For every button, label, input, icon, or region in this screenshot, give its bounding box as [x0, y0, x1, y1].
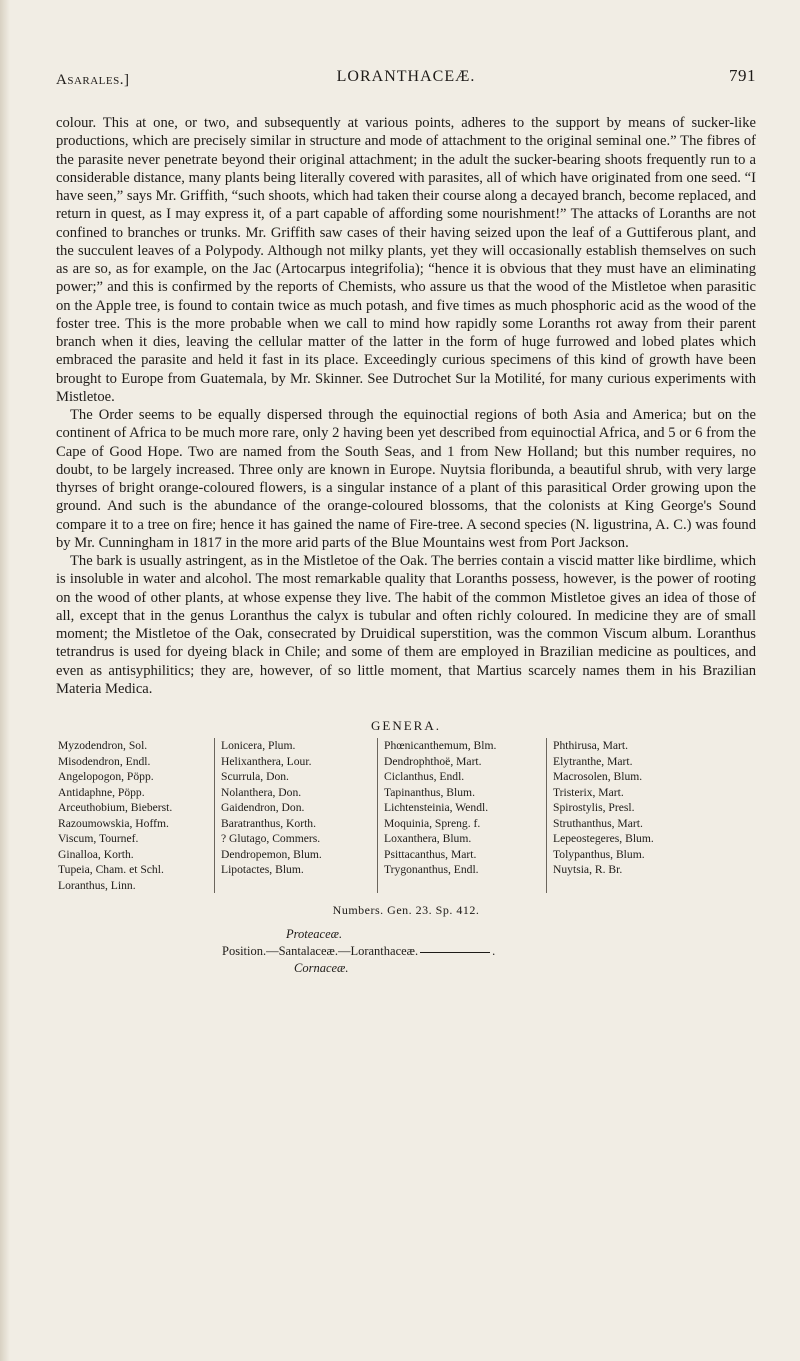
numbers-line: Numbers. Gen. 23. Sp. 412.	[332, 903, 480, 917]
genus-entry: Misodendron, Endl.	[58, 754, 151, 768]
genus-entry: Myzodendron, Sol.	[58, 739, 148, 752]
genus-entry: Macrosolen, Blum.	[553, 770, 643, 783]
genus-entry: Struthanthus, Mart.	[553, 816, 643, 830]
genus-entry: Nolanthera, Don.	[221, 785, 302, 799]
genus-entry: Ginalloa, Korth.	[58, 847, 134, 861]
genus-entry: Phœnicanthemum, Blm.	[384, 739, 497, 752]
genus-entry: Loxanthera, Blum.	[384, 832, 472, 845]
genus-entry: Tupeia, Cham. et Schl.	[58, 863, 164, 876]
genera-heading: GENERA.	[371, 718, 441, 733]
genus-entry: Antidaphne, Pöpp.	[58, 785, 145, 799]
genus-entry: Gaidendron, Don.	[221, 801, 305, 814]
genus-entry: Nuytsia, R. Br.	[553, 863, 623, 876]
genus-entry: Dendropemon, Blum.	[221, 847, 322, 861]
genus-entry: Trygonanthus, Endl.	[384, 863, 479, 876]
genus-entry: Loranthus, Linn.	[58, 878, 136, 892]
running-head	[56, 40, 756, 88]
paragraph-3: The bark is usually astringent, as in the Mistletoe of the Oak. The berries contain a viscid matter like birdlime, which is insoluble in water and alcohol. The most remarkable quality that Loranths possess, however, is the power of rooting on the wood of other plants, at whose expense they live. The habit of the common Mistletoe gives an idea of those of all, except that in the genus Loranthus the calyx is tubular and often richly coloured. In medicine they are of small moment; the Mistletoe of the Oak, consecrated by Druidical superstition, was the common Viscum album. Loranthus tetrandrus is used for dyeing black in Chile; and some of them are employed in Brazilian medicine as poultices, and even as antisyphilitics; they are, however, of so little moment, that Martius scarcely names them in his Brazilian Materia Medica.	[56, 553, 756, 697]
genus-entry: Ciclanthus, Endl.	[384, 770, 465, 783]
genus-entry: Baratranthus, Korth.	[221, 816, 316, 830]
genus-entry: Razoumowskia, Hoffm.	[58, 816, 169, 830]
paragraph-2: The Order seems to be equally dispersed through the equinoctial regions of both Asia and America; but on the continent of Africa to be much more rare, only 2 having been yet described from equinoctial Africa, and 5 or 6 from the Cape of Good Hope. Two are named from the South Seas, and 1 from New Holland; but this number requires, no doubt, to be largely increased. Three only are known in Europe. Nuytsia floribunda, a beautiful shrub, with very large thyrses of bright orange-coloured flowers, is a singular instance of a plant of this parasitical Order growing upon the ground. And such is the abundance of the orange-coloured blossoms, that the colonists at King George's Sound compare it to a tree on fire; hence it has gained the name of Fire-tree. A second species (N. ligustrina, A. C.) was found by Mr. Cunningham in 1817 in the more arid parts of the Blue Mountains west from Port Jackson.	[56, 407, 756, 551]
genus-entry: Angelopogon, Pöpp.	[58, 770, 154, 783]
genera-column-2	[214, 738, 377, 893]
genus-entry: Moquinia, Spreng. f.	[384, 816, 481, 830]
position-above: Proteaceæ.	[286, 927, 343, 941]
genus-entry: Viscum, Tournef.	[58, 832, 139, 845]
genus-entry: Helixanthera, Lour.	[221, 754, 312, 768]
genus-entry: Phthirusa, Mart.	[553, 739, 629, 752]
genus-entry: Lipotactes, Blum.	[221, 863, 304, 876]
body-text	[56, 114, 756, 698]
genus-entry: Arceuthobium, Bieberst.	[58, 801, 173, 814]
genus-entry: Lepeostegeres, Blum.	[553, 832, 654, 845]
genus-entry: Psittacanthus, Mart.	[384, 847, 477, 861]
genera-column-3	[377, 738, 546, 893]
position-rule	[420, 952, 490, 953]
genus-entry: ? Glutago, Commers.	[221, 832, 321, 845]
genus-entry: Tapinanthus, Blum.	[384, 785, 475, 799]
page-edge-shadow	[0, 0, 10, 1361]
position-block	[56, 926, 756, 977]
page-number: 791	[729, 66, 756, 85]
running-head-section: Asarales.]	[56, 72, 130, 88]
genera-column-1	[56, 738, 214, 893]
genus-entry: Dendrophthoë, Mart.	[384, 754, 482, 768]
position-line: Position.—Santalaceæ.—Loranthaceæ. .	[222, 944, 496, 958]
position-label: Position.—Santalaceæ.—Loranthaceæ.	[222, 944, 419, 958]
paragraph-1: colour. This at one, or two, and subsequently at various points, adheres to the support by means of sucker-like productions, which are precisely similar in structure and mode of attachment to the original seminal one.” The fibres of the parasite never penetrate beyond their original attachment; in the adult the sucker-bearing shoots frequently run to a considerable distance, many plants being literally covered with parasites, all of which have originated from one seed. “I have seen,” says Mr. Griffith, “such shoots, which had taken their course along a decayed branch, become replaced, and return in quest, as I may express it, of a part capable of affording some nourishment!” The attacks of Loranths are not confined to branches or trunks. Mr. Griffith saw cases of their having seized upon the leaf of a Guttiferous plant, and the succulent leaves of a Polypody. Although not milky plants, yet they will occasionally establish themselves on such as are so, as for example, on the Jac (Artocarpus integrifolia); “hence it is obvious that they must have an eliminating power;” and this is confirmed by the reports of Chemists, who assure us that the wood of the Mistletoe when parasitic on the Apple tree, is found to contain twice as much potash, and five times as much phosphoric acid as the wood of the foster tree. This is the more probable when we call to mind how rapidly some Loranths rot away from their parent branch when it dies, leaving the cellular matter of the latter in the form of huge furrowed and lobed plates which embraced the parasite and held it fast in its place. Exceedingly curious specimens of this kind of growth have been brought to Europe from Guatemala, by Mr. Skinner. See Dutrochet Sur la Motilité, for many curious experiments with Mistletoe.	[56, 115, 756, 405]
genus-entry: Tolypanthus, Blum.	[553, 847, 645, 861]
genera-table	[56, 738, 756, 893]
genera-column-4	[546, 738, 697, 893]
genus-entry: Lichtensteinia, Wendl.	[384, 801, 489, 814]
genus-entry: Lonicera, Plum.	[221, 739, 296, 752]
position-below: Cornaceæ.	[294, 961, 349, 975]
running-head-title: LORANTHACEÆ.	[336, 68, 476, 85]
genus-entry: Spirostylis, Presl.	[553, 801, 635, 814]
genus-entry: Scurrula, Don.	[221, 770, 289, 783]
genus-entry: Tristerix, Mart.	[553, 785, 624, 799]
genus-entry: Elytranthe, Mart.	[553, 754, 633, 768]
